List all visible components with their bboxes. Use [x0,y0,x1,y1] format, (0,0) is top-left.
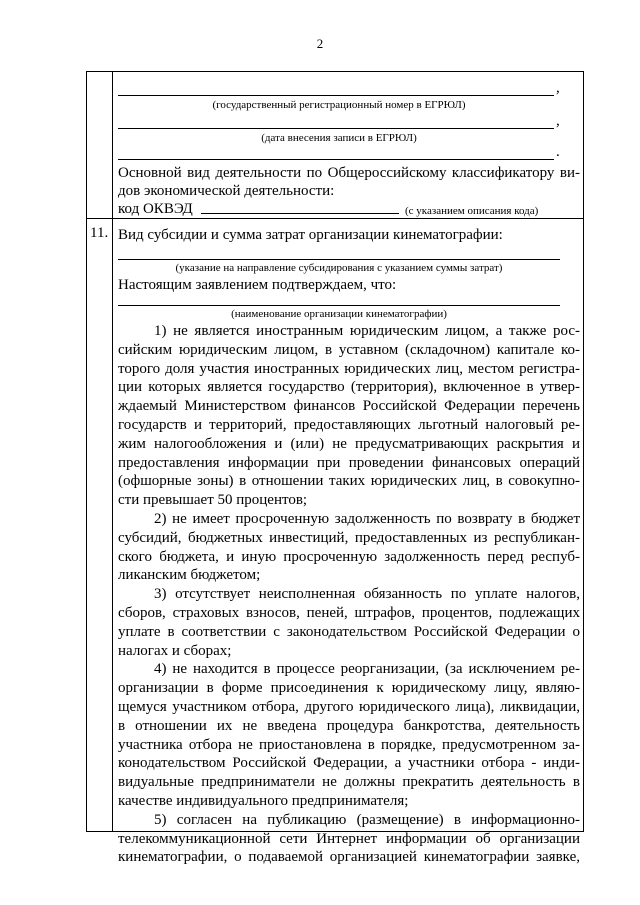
section-title: Вид субсидии и сумма затрат организации кинематографии: [118,227,503,243]
body-text-line: налогах и сборах; [118,642,232,659]
okved-code-label: код ОКВЭД [118,201,193,217]
body-text-line: уплате в соответствии с законодательством Российской Федерации о [118,623,580,640]
okved-code-note: (с указанием описания кода) [405,205,539,217]
body-text-line: предоставления информации при проведении финансовых операций [118,454,580,471]
body-text-line: ждаемый Министерством финансов Российской Федерации перечень [118,398,580,415]
okved-text-line-1: Основной вид деятельности по Общероссийскому классификатору ви- [118,165,580,181]
body-text-line: субсидий, бюджетных инвестиций, предоставленных из республикан- [118,529,580,546]
body-text-line: конодательством Российской Федерации, а участники отбора - инди- [118,755,580,772]
body-text-line: кинематографии, о подаваемой организацией кинематографии заявке, [118,849,580,866]
registry-date-comma: , [556,113,560,129]
section-number: 11. [90,225,109,241]
body-text-line: 2) не имеет просроченную задолженность по возврату в бюджет [154,511,580,527]
org-name-field-line [118,305,560,306]
body-text-line: (офшорные зоны) в отношении таких юридических лиц, в совокупно- [118,473,580,490]
body-text-line: 5) согласен на публикацию (размещение) в информационно- [154,811,580,828]
body-text-line: ского бюджета, и иную просроченную задолженность перед респуб- [118,548,580,565]
org-name-caption: (наименование организации кинематографии) [231,308,447,320]
body-text-line: ции которых является государство (территория), включенное в утвер- [118,379,580,396]
body-text-line: организации в форме присоединения к юридическому лицу, являю- [118,680,580,697]
body-text-line: 3) отсутствует неисполненная обязанность по уплате налогов, [154,586,580,603]
activity-period: . [556,144,560,160]
body-text-line: сти превышает 50 процентов; [118,492,308,509]
body-text-line: 1) не является иностранным юридическим лицом, а также рос- [154,323,580,339]
body-text-line: 4) не находится в процессе реорганизации, (за исключением ре- [154,661,580,678]
activity-field-line [118,159,554,160]
okved-text-line-2: дов экономической деятельности: [118,183,335,199]
body-text-line: сийским юридическим лицом, в уставном (складочном) капитале ко- [118,341,580,358]
column-divider [112,71,113,832]
body-text-line: видуальные предприниматели не должны прекратить деятельность в [118,774,580,791]
registry-date-field-line [118,128,554,129]
body-text-line: участника отбора не приостановлена в порядке, предусмотренном за- [118,736,580,753]
body-text-line: щемуся участником отбора, другого юридического лица), ликвидации, [118,699,580,715]
ogrn-caption: (государственный регистрационный номер в ЕГРЮЛ) [212,99,466,111]
confirm-statement: Настоящим заявлением подтверждаем, что: [118,277,397,293]
registry-date-caption: (дата внесения записи в ЕГРЮЛ) [261,132,417,144]
subsidy-caption: (указание на направление субсидирования с указанием суммы затрат) [175,262,503,274]
page-number: 2 [316,36,324,51]
body-text-line: в отношении их не введена процедура банкротства, деятельность [118,717,580,734]
okved-code-field-line [201,213,399,214]
body-text-line: жим налогообложения и (или) не предусматривающих раскрытия и [118,435,580,452]
body-text-line: качестве индивидуального предпринимателя; [118,793,409,809]
body-text-line: ликанским бюджетом; [118,567,261,584]
body-text-line: сборов, страховых взносов, пеней, штрафов, процентов, подлежащих [118,605,580,621]
ogrn-comma: , [556,80,560,96]
body-text-line: телекоммуникационной сети Интернет информации об организации [118,830,580,847]
body-text-line: торого доля участия иностранных юридических лиц, местом регистра- [118,360,580,377]
body-text-line: государств и территорий, предоставляющих льготный налоговый ре- [118,417,580,433]
ogrn-field-line [118,95,554,96]
subsidy-field-line [118,259,560,260]
